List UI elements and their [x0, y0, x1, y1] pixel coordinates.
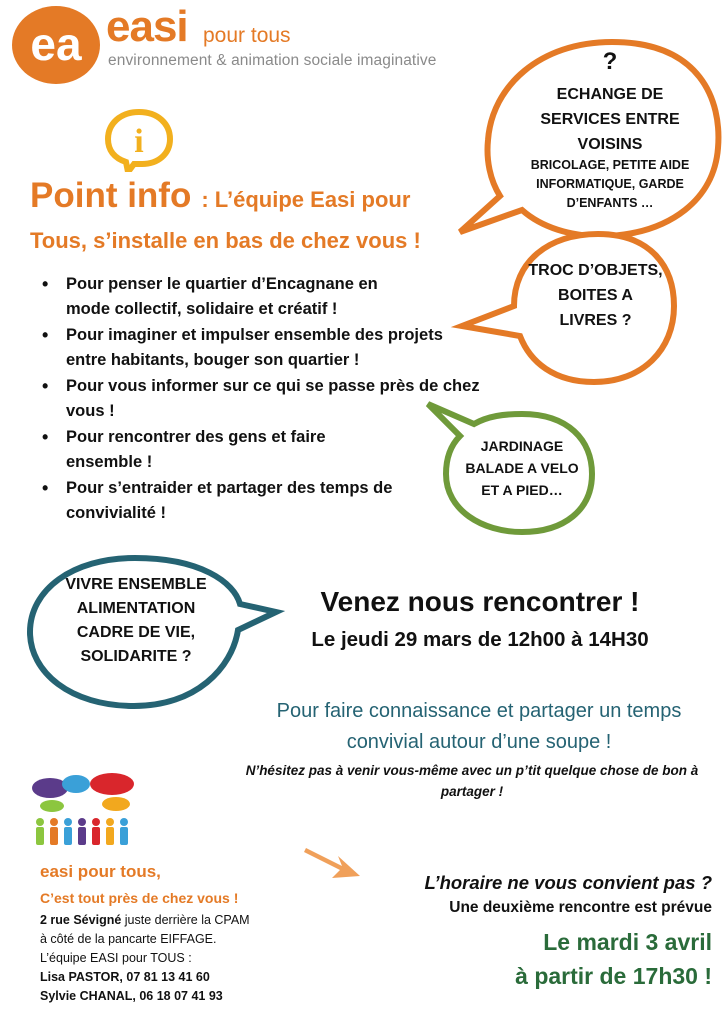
contact-org-name: easi pour tous,: [40, 862, 161, 881]
second-date: Le mardi 3 avril: [543, 929, 712, 955]
second-time: à partir de 17h30 !: [515, 963, 712, 989]
bubble-troc-text: TROC D’OBJETS, BOITES A LIVRES ?: [528, 262, 663, 329]
logo-name: easi: [106, 2, 188, 51]
people-speech-icon: [28, 772, 140, 852]
logo-suffix: pour tous: [203, 24, 291, 47]
bubble-services-title: ECHANGE DE SERVICES ENTRE VOISINS: [540, 86, 680, 153]
title-line2: Tous, s’installe en bas de chez vous !: [30, 228, 421, 253]
contact-details: [40, 911, 250, 1006]
meeting-date: Le jeudi 29 mars de 12h00 à 14H30: [311, 628, 649, 651]
contact-address-line2: à côté de la pancarte EIFFAGE.: [40, 932, 217, 946]
bullet-item: • Pour imaginer et impulser ensemble des projets entre habitants, bouger son quartier !: [40, 323, 460, 373]
bubble-services-question: ?: [602, 48, 618, 75]
contact-person-2: Sylvie CHANAL, 06 18 07 41 93: [40, 989, 223, 1003]
bullet-list: [40, 272, 520, 527]
svg-text:i: i: [134, 123, 144, 160]
second-line: Une deuxième rencontre est prévue: [449, 899, 712, 916]
easi-logo-icon: [10, 4, 102, 86]
title-rest: : L’équipe Easi pour: [201, 187, 411, 212]
contact-address: [40, 911, 250, 930]
second-question: L’horaire ne vous convient pas ?: [424, 872, 712, 893]
bullet-item: • Pour vous informer sur ce qui se passe près de chez vous !: [40, 374, 520, 424]
bullet-item: • Pour s’entraider et partager des temps de convivialité !: [40, 476, 440, 526]
logo-tagline: environnement & animation sociale imaginative: [108, 52, 437, 69]
title-point-info: Point info: [30, 176, 192, 215]
info-speech-icon: [104, 108, 174, 172]
contact-tagline: C’est tout près de chez vous !: [40, 890, 239, 906]
meeting-description: Pour faire connaissance et partager un temps convivial autour d’une soupe !: [276, 700, 682, 753]
contact-person-1: Lisa PASTOR, 07 81 13 41 60: [40, 970, 210, 984]
bubble-jardinage-text: JARDINAGE BALADE A VELO ET A PIED…: [465, 438, 579, 498]
bullet-item: • Pour penser le quartier d’Encagnane en mode collectif, solidaire et créatif !: [40, 272, 400, 322]
meeting-note: N’hésitez pas à venir vous-même avec un p’tit quelque chose de bon à partager !: [245, 763, 699, 799]
contact-address-bold: 2 rue Sévigné: [40, 913, 122, 927]
page-title: [30, 176, 410, 216]
bullet-item: • Pour rencontrer des gens et faire ensemble !: [40, 425, 360, 475]
contact-team-label: L’équipe EASI pour TOUS :: [40, 951, 192, 965]
meeting-title: Venez nous rencontrer !: [320, 586, 640, 617]
bubble-vivre-text: VIVRE ENSEMBLE ALIMENTATION CADRE DE VIE, SOLIDARITE ?: [65, 576, 207, 665]
contact-address-rest: juste derrière la CPAM: [121, 913, 250, 927]
bubble-services-sub: BRICOLAGE, PETITE AIDE INFORMATIQUE, GARDE D’ENFANTS …: [530, 158, 690, 210]
logo-mark-text: ea: [30, 18, 82, 70]
